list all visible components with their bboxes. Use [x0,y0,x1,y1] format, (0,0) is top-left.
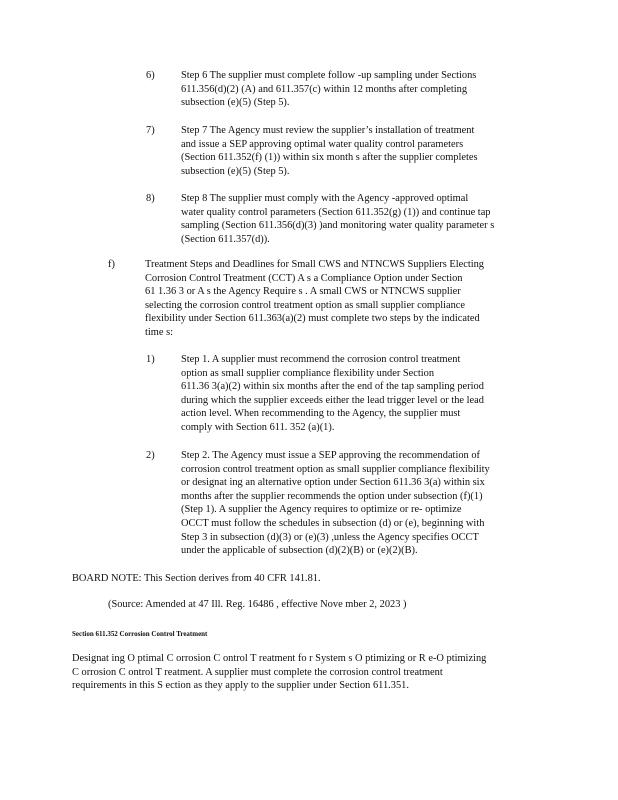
board-note: BOARD NOTE: This Section derives from 40 CFR 141.81. [72,573,321,584]
text-line: Corrosion Control Treatment (CCT) A s a Compliance Option under Section [145,272,463,284]
text-line: (Step 1). A supplier the Agency requires to optimize or re- optimize [181,504,462,516]
text-line: comply with Section 611. 352 (a)(1). [181,421,335,433]
list-item-text [145,258,537,340]
text-line: selecting the corrosion control treatment option as small supplier compliance [145,299,465,311]
list-item-number: 6) [146,70,155,81]
text-line: Step 6 The supplier must complete follow -up sampling under Sections [181,70,477,81]
list-item-text [181,124,519,178]
text-line: option as small supplier compliance flexibility under Section [181,367,435,379]
section-heading: Section 611.352 Corrosion Control Treatment [72,629,208,638]
text-line: time s: [145,326,173,338]
list-item-text [181,192,541,246]
text-line: Step 1. A supplier must recommend the corrosion control treatment [181,354,461,365]
text-line: C orrosion C ontrol T reatment. A supplier must complete the corrosion control treatment [72,666,443,678]
text-line: during which the supplier exceeds either the lead trigger level or the lead [181,394,484,406]
text-line: OCCT must follow the schedules in subsection (d) or (e), beginning with [181,517,485,529]
list-item-text [181,353,531,435]
text-line: subsection (e)(5) (Step 5). [181,165,290,177]
text-line: Treatment Steps and Deadlines for Small CWS and NTNCWS Suppliers Electing [145,259,484,270]
list-item-text [181,449,531,558]
list-item-number: 7) [146,125,155,136]
text-line: water quality control parameters (Section 611.352(g) (1)) and continue tap [181,206,491,218]
text-line: Step 7 The Agency must review the supplier’s installation of treatment [181,125,475,136]
text-line: 61 1.36 3 or A s the Agency Require s . A small CWS or NTNCWS supplier [145,286,461,298]
text-line: (Section 611.352(f) (1)) within six month s after the supplier completes [181,152,478,164]
text-line: 611.356(d)(2) (A) and 611.357(c) within 12 months after completing [181,83,468,95]
text-line: corrosion control treatment option as small supplier compliance flexibility [181,463,490,475]
text-line: under the applicable of subsection (d)(2)(B) or (e)(2)(B). [181,545,418,557]
text-line: 611.36 3(a)(2) within six months after the end of the tap sampling period [181,381,484,393]
text-line: sampling (Section 611.356(d)(3) )and monitoring water quality parameter s [181,220,495,232]
text-line: subsection (e)(5) (Step 5). [181,97,290,109]
section-body [72,652,542,693]
text-line: months after the supplier recommends the option under subsection (f)(1) [181,490,483,502]
text-line: or designat ing an alternative option under Section 611.36 3(a) within six [181,477,485,489]
text-line: Designat ing O ptimal C orrosion C ontrol T reatment fo r System s O ptimizing or R e-O ptimizing [72,653,487,664]
text-line: action level. When recommending to the Agency, the supplier must [181,408,461,420]
list-item-number: f) [108,259,115,270]
list-item-number: 8) [146,193,155,204]
text-line: and issue a SEP approving optimal water quality control parameters [181,138,464,150]
list-item-text [181,69,519,110]
text-line: Step 3 in subsection (d)(3) or (e)(3) ,unless the Agency specifies OCCT [181,531,479,543]
list-item-number: 2) [146,450,155,461]
source-note: (Source: Amended at 47 Ill. Reg. 16486 , effective Nove mber 2, 2023 ) [108,599,407,610]
text-line: Step 8 The supplier must comply with the Agency -approved optimal [181,193,469,204]
text-line: (Section 611.357(d)). [181,233,270,245]
text-line: requirements in this S ection as they apply to the supplier under Section 611.351. [72,680,409,692]
list-item-number: 1) [146,354,155,365]
text-line: flexibility under Section 611.363(a)(2) must complete two steps by the indicated [145,313,480,325]
text-line: Step 2. The Agency must issue a SEP approving the recommendation of [181,450,480,461]
